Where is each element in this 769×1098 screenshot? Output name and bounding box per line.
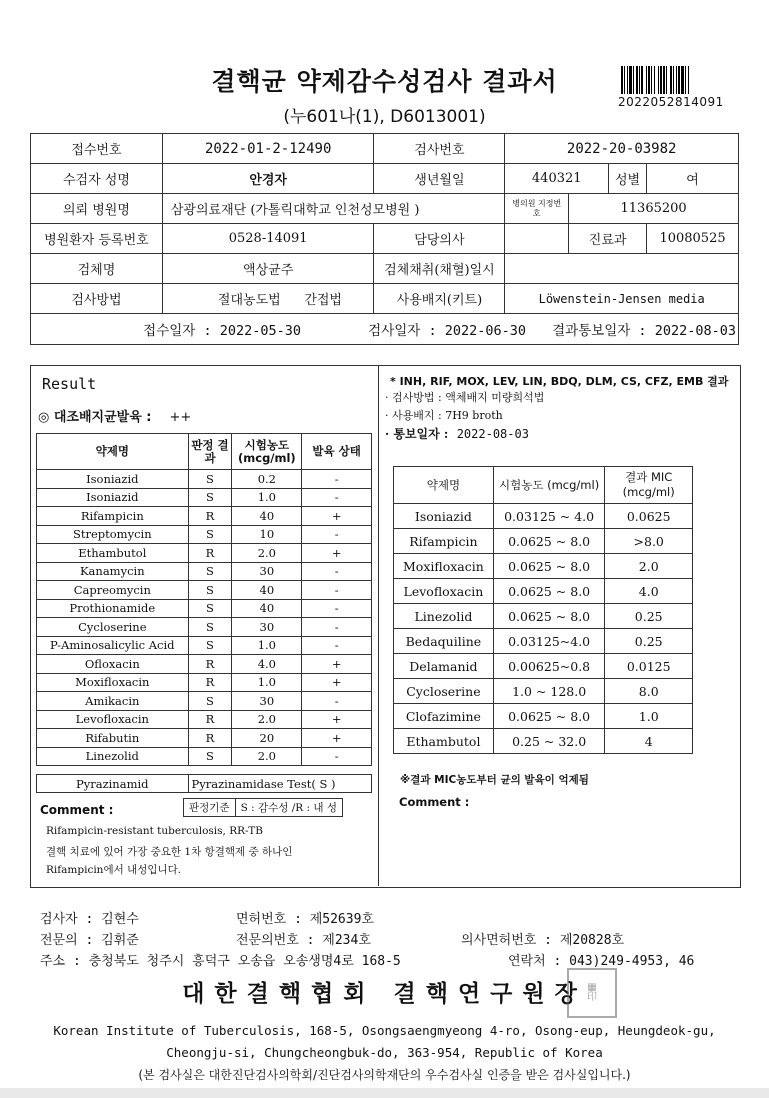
dst-drug: P-Aminosalicylic Acid xyxy=(37,636,189,655)
tester xyxy=(40,908,139,927)
specimen-value: 액상균주 xyxy=(162,254,374,284)
mic-result: 0.0625 xyxy=(605,504,693,529)
criteria-label: 판정기준 xyxy=(184,799,236,817)
mic-note: ※결과 MIC농도부터 균의 발육이 억제됨 xyxy=(400,774,589,786)
sex-label: 성별 xyxy=(609,164,647,194)
mic-concentration: 0.03125~4.0 xyxy=(493,629,605,654)
notify-date-group xyxy=(526,319,736,339)
dst-row xyxy=(37,729,372,748)
dst-drug: Prothionamide xyxy=(37,599,189,618)
mic-concentration: 1.0 ~ 128.0 xyxy=(493,679,605,704)
dst-drug: Rifampicin xyxy=(37,507,189,526)
official-seal-stamp: ▦ 印 xyxy=(567,968,617,1018)
dst-growth: - xyxy=(302,692,372,711)
mic-notify-label: · 통보일자 : xyxy=(385,427,449,441)
mic-drug: Levofloxacin xyxy=(394,579,494,604)
reg-no: 0528-14091 xyxy=(162,224,374,254)
doc-license-value: 제20828호 xyxy=(559,933,625,948)
method-values xyxy=(162,284,374,314)
comment-label: Comment : xyxy=(40,803,114,817)
dst-growth: - xyxy=(302,470,372,489)
patient-name: 안경자 xyxy=(162,164,374,194)
dst-judgement: R xyxy=(188,729,232,748)
method-label: 검사방법 xyxy=(31,284,163,314)
mic-drug: Moxifloxacin xyxy=(394,554,494,579)
mic-drug: Linezolid xyxy=(394,604,494,629)
dst-growth: - xyxy=(302,488,372,507)
dst-row xyxy=(37,710,372,729)
dst-concentration: 1.0 xyxy=(232,673,302,692)
method-absolute: 절대농도법 xyxy=(217,293,281,308)
test-date-label: 검사일자 : xyxy=(368,323,437,339)
dst-concentration: 40 xyxy=(232,581,302,600)
dst-header-drug: 약제명 xyxy=(37,434,189,470)
english-address-line2: Cheongju-si, Chungcheongbuk-do, 363-954, Republic of Korea xyxy=(166,1045,603,1060)
dst-judgement: S xyxy=(188,599,232,618)
dst-judgement: S xyxy=(188,636,232,655)
mic-header-result: 결과 MIC (mcg/ml) xyxy=(605,467,693,504)
mic-drug: Ethambutol xyxy=(394,729,494,754)
mic-result: 0.25 xyxy=(605,629,693,654)
dst-judgement: S xyxy=(188,747,232,766)
mic-result: >8.0 xyxy=(605,529,693,554)
tester-name: 김현수 xyxy=(101,912,139,927)
dst-growth: + xyxy=(302,673,372,692)
dst-concentration: 0.2 xyxy=(232,470,302,489)
license-no: : 제52639호 xyxy=(294,912,374,927)
dst-row xyxy=(37,488,372,507)
mic-concentration: 0.0625 ~ 8.0 xyxy=(493,529,605,554)
birth-date: 440321 xyxy=(505,164,609,194)
receipt-date-label: 접수일자 : xyxy=(143,323,212,339)
doc-license-label: 의사면허번호 : xyxy=(461,933,553,948)
collect-label: 검체채취(채혈)일시 xyxy=(374,254,505,284)
pyrazinamid-value: Pyrazinamidase Test( S ) xyxy=(188,775,371,793)
dst-drug: Amikacin xyxy=(37,692,189,711)
mic-result: 2.0 xyxy=(605,554,693,579)
dst-row xyxy=(37,692,372,711)
pyrazinamid-table xyxy=(36,774,372,793)
dst-concentration: 30 xyxy=(232,562,302,581)
mic-drugs-line: * INH, RIF, MOX, LEV, LIN, BDQ, DLM, CS, CFZ, EMB 결과 xyxy=(390,375,729,388)
spec-no-value: 제234호 xyxy=(322,933,371,948)
hospital-name: 삼광의료재단 (가톨릭대학교 인천성모병원 ) xyxy=(162,194,505,224)
mic-table xyxy=(393,466,693,754)
mic-notify xyxy=(385,425,544,443)
dst-judgement: R xyxy=(188,507,232,526)
doctor-name xyxy=(505,224,569,254)
dst-header-concentration: 시험농도 (mcg/ml) xyxy=(232,434,302,470)
dst-growth: - xyxy=(302,562,372,581)
dst-concentration: 2.0 xyxy=(232,747,302,766)
patient-info-table xyxy=(30,133,739,345)
tester-label: 검사자 : xyxy=(40,912,94,927)
test-no: 2022-20-03982 xyxy=(505,134,739,164)
mic-row xyxy=(394,729,693,754)
dst-growth: - xyxy=(302,618,372,637)
dst-row xyxy=(37,673,372,692)
dst-row xyxy=(37,599,372,618)
dst-judgement: S xyxy=(188,562,232,581)
receipt-no-label: 접수번호 xyxy=(31,134,163,164)
mic-notify-date: 2022-08-03 xyxy=(456,427,529,441)
mic-row xyxy=(394,579,693,604)
barcode-number: 2022052814091 xyxy=(618,95,724,109)
dst-drug: Streptomycin xyxy=(37,525,189,544)
mic-result: 8.0 xyxy=(605,679,693,704)
birth-label: 생년월일 xyxy=(374,164,505,194)
license-label: 면허번호 xyxy=(236,912,287,927)
dst-concentration: 30 xyxy=(232,692,302,711)
mic-row xyxy=(394,629,693,654)
mic-header-concentration: 시험농도 (mcg/ml) xyxy=(493,467,605,504)
mic-concentration: 0.25 ~ 32.0 xyxy=(493,729,605,754)
dst-row xyxy=(37,636,372,655)
report-subtitle: (누601나(1), D6013001) xyxy=(283,107,486,127)
mic-result: 1.0 xyxy=(605,704,693,729)
dst-concentration: 1.0 xyxy=(232,488,302,507)
medium-label: 사용배지(키트) xyxy=(374,284,505,314)
criteria-value: S : 감수성 /R : 내 성 xyxy=(235,799,342,817)
dst-drug: Linezolid xyxy=(37,747,189,766)
mic-row xyxy=(394,654,693,679)
dst-drug: Capreomycin xyxy=(37,581,189,600)
mic-medium-line: · 사용배지 : 7H9 broth xyxy=(385,409,503,422)
report-title: 결핵균 약제감수성검사 결과서 xyxy=(211,67,558,96)
mic-result: 4 xyxy=(605,729,693,754)
mic-drug: Bedaquiline xyxy=(394,629,494,654)
dst-judgement: S xyxy=(188,488,232,507)
address-value: 충청북도 청주시 흥덕구 오송읍 오송생명4로 168-5 xyxy=(88,954,401,969)
mic-drug: Clofazimine xyxy=(394,704,494,729)
notify-date-label: 결과통보일자 : xyxy=(552,323,647,339)
reg-no-label: 병원환자 등록번호 xyxy=(31,224,163,254)
dst-header-judgement: 판정 결과 xyxy=(188,434,232,470)
dst-row xyxy=(37,525,372,544)
dst-judgement: S xyxy=(188,618,232,637)
mic-concentration: 0.0625 ~ 8.0 xyxy=(493,704,605,729)
dst-drug: Isoniazid xyxy=(37,470,189,489)
mic-drug: Isoniazid xyxy=(394,504,494,529)
pyrazinamid-label: Pyrazinamid xyxy=(37,775,189,793)
dst-row xyxy=(37,655,372,674)
barcode-image xyxy=(621,66,728,94)
address-label: 주소 : xyxy=(40,954,81,969)
method-indirect: 간접법 xyxy=(304,293,342,308)
patient-name-label: 수검자 성명 xyxy=(31,164,163,194)
mic-concentration: 0.0625 ~ 8.0 xyxy=(493,579,605,604)
test-date: 2022-06-30 xyxy=(444,323,526,339)
dst-judgement: S xyxy=(188,692,232,711)
mic-concentration: 0.0625 ~ 8.0 xyxy=(493,604,605,629)
dst-judgement: S xyxy=(188,470,232,489)
dst-judgement: S xyxy=(188,525,232,544)
mic-row xyxy=(394,679,693,704)
mic-row xyxy=(394,529,693,554)
dst-growth: + xyxy=(302,710,372,729)
mic-row xyxy=(394,604,693,629)
doctor-label: 담당의사 xyxy=(374,224,505,254)
specialist-no xyxy=(236,929,371,948)
mic-result: 4.0 xyxy=(605,579,693,604)
dst-concentration: 1.0 xyxy=(232,636,302,655)
mic-concentration: 0.0625 ~ 8.0 xyxy=(493,554,605,579)
dst-growth: - xyxy=(302,599,372,618)
contact-label: 연락처 : xyxy=(508,954,562,969)
dst-row xyxy=(37,562,372,581)
mic-drug: Rifampicin xyxy=(394,529,494,554)
collect-value xyxy=(505,254,739,284)
dst-row xyxy=(37,581,372,600)
english-address-line1: Korean Institute of Tuberculosis, 168-5, Osongsaengmyeong 4-ro, Osong-eup, Heungdeok-gu, xyxy=(53,1023,716,1038)
contact-value: 043)249-4953, 46 xyxy=(569,954,695,969)
dst-drug: Ofloxacin xyxy=(37,655,189,674)
dst-drug: Ethambutol xyxy=(37,544,189,563)
doctor-license xyxy=(461,929,624,948)
dst-growth: - xyxy=(302,581,372,600)
dst-concentration: 2.0 xyxy=(232,710,302,729)
mic-drug: Cycloserine xyxy=(394,679,494,704)
specialist-label: 전문의 : xyxy=(40,933,94,948)
control-growth-value: ++ xyxy=(169,410,192,425)
barcode-bar xyxy=(689,66,690,94)
certification-note: (본 검사실은 대한진단검사의학회/진단검사의학재단의 우수검사실 인증을 받은 검사실입니다.) xyxy=(138,1068,631,1082)
mic-method-line: · 검사방법 : 액체배지 미량희석법 xyxy=(385,391,545,404)
mic-row xyxy=(394,554,693,579)
organization-name: 대한결핵협회 결핵연구원장 xyxy=(182,981,587,1007)
dst-judgement: S xyxy=(188,581,232,600)
specialist-name: 김휘준 xyxy=(101,933,139,948)
dst-drug: Rifabutin xyxy=(37,729,189,748)
dates-row xyxy=(31,314,739,345)
mic-result: 0.25 xyxy=(605,604,693,629)
hospital-label: 의뢰 병원명 xyxy=(31,194,163,224)
notify-date: 2022-08-03 xyxy=(654,323,736,339)
dst-drug: Moxifloxacin xyxy=(37,673,189,692)
mic-result: 0.0125 xyxy=(605,654,693,679)
dst-row xyxy=(37,618,372,637)
dst-judgement: R xyxy=(188,655,232,674)
dept-label: 진료과 xyxy=(569,224,647,254)
dst-row xyxy=(37,544,372,563)
license xyxy=(236,908,374,927)
receipt-date: 2022-05-30 xyxy=(219,323,301,339)
spec-no-label: 전문의번호 : xyxy=(236,933,315,948)
address xyxy=(40,950,401,969)
dst-concentration: 30 xyxy=(232,618,302,637)
mic-comment-label: Comment : xyxy=(399,795,470,809)
receipt-no: 2022-01-2-12490 xyxy=(162,134,374,164)
specialist xyxy=(40,929,139,948)
dst-row xyxy=(37,747,372,766)
mic-row xyxy=(394,504,693,529)
dst-row xyxy=(37,507,372,526)
dst-growth: + xyxy=(302,655,372,674)
dst-judgement: R xyxy=(188,544,232,563)
mic-concentration: 0.03125 ~ 4.0 xyxy=(493,504,605,529)
dst-drug: Levofloxacin xyxy=(37,710,189,729)
contact xyxy=(508,950,694,969)
dst-growth: - xyxy=(302,636,372,655)
dst-growth: - xyxy=(302,747,372,766)
criteria-table xyxy=(183,798,343,817)
dst-concentration: 40 xyxy=(232,599,302,618)
mic-row xyxy=(394,704,693,729)
hospital-code: 11365200 xyxy=(569,194,739,224)
dept-code: 10080525 xyxy=(647,224,739,254)
mic-header-drug: 약제명 xyxy=(394,467,494,504)
dst-concentration: 40 xyxy=(232,507,302,526)
dst-growth: + xyxy=(302,544,372,563)
dst-row xyxy=(37,470,372,489)
dst-drug: Cycloserine xyxy=(37,618,189,637)
mic-method-info xyxy=(385,389,544,443)
comment-line: Rifampicin에서 내성입니다. xyxy=(46,864,182,876)
medium-value: Löwenstein-Jensen media xyxy=(505,284,739,314)
dst-growth: + xyxy=(302,729,372,748)
dst-judgement: R xyxy=(188,673,232,692)
dst-concentration: 2.0 xyxy=(232,544,302,563)
dst-concentration: 10 xyxy=(232,525,302,544)
specimen-label: 검체명 xyxy=(31,254,163,284)
comment-line: 결핵 치료에 있어 가장 중요한 1차 항결핵제 중 하나인 xyxy=(46,846,293,858)
result-title: Result xyxy=(42,375,97,393)
dst-header-growth: 발육 상태 xyxy=(302,434,372,470)
dst-growth: + xyxy=(302,507,372,526)
hospital-code-label: 병의원 지정번호 xyxy=(505,194,569,224)
comment-line: Rifampicin-resistant tuberculosis, RR-TB xyxy=(46,825,263,837)
dst-concentration: 20 xyxy=(232,729,302,748)
receipt-date-group xyxy=(31,319,301,339)
mic-concentration: 0.00625~0.8 xyxy=(493,654,605,679)
result-divider xyxy=(378,365,379,886)
dst-drug: Kanamycin xyxy=(37,562,189,581)
dst-drug: Isoniazid xyxy=(37,488,189,507)
sex-value: 여 xyxy=(647,164,739,194)
dst-judgement: R xyxy=(188,710,232,729)
dst-concentration: 4.0 xyxy=(232,655,302,674)
control-growth-label: ◎ 대조배지균발육 : xyxy=(38,410,152,425)
mic-drug: Delamanid xyxy=(394,654,494,679)
test-no-label: 검사번호 xyxy=(374,134,505,164)
dst-growth: - xyxy=(302,525,372,544)
test-date-group xyxy=(301,319,526,339)
dst-table xyxy=(36,433,372,766)
control-growth xyxy=(38,406,191,425)
